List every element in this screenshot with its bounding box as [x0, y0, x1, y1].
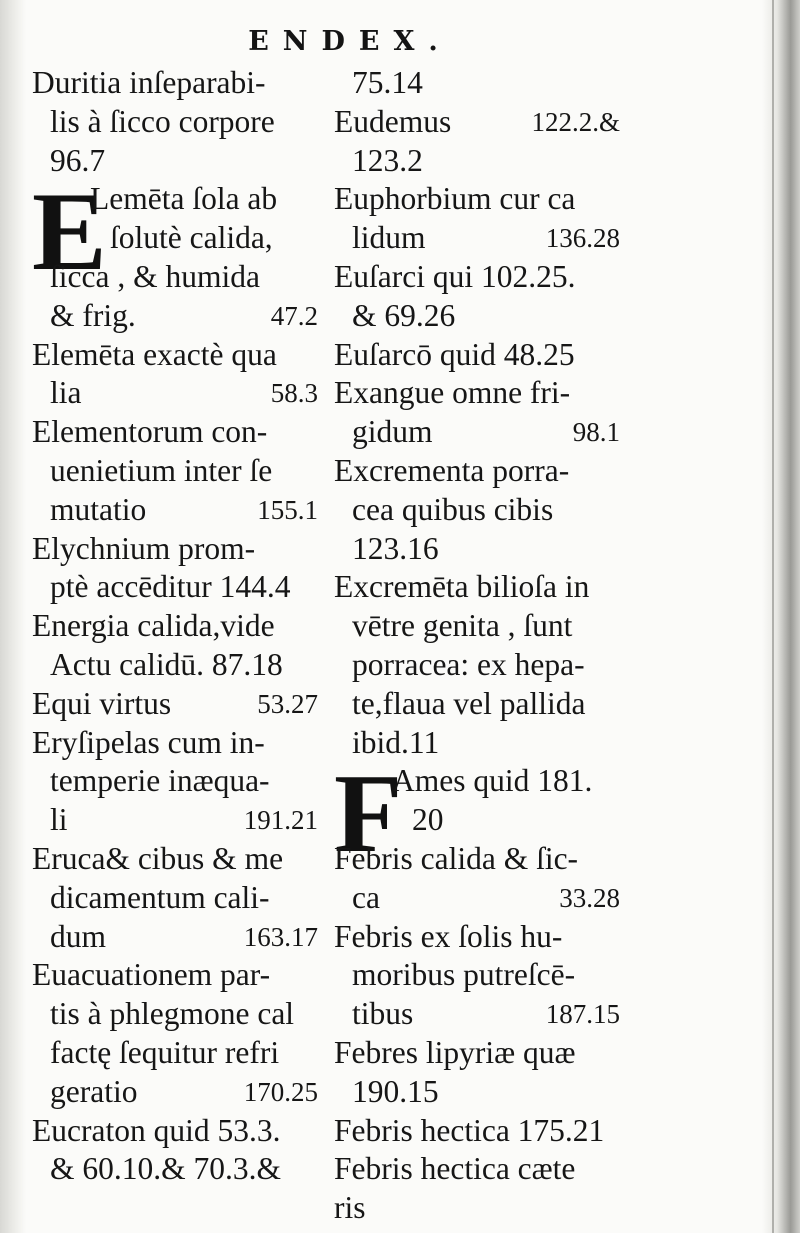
index-entry-text: cea quibus cibis — [352, 491, 554, 527]
index-entry-text: Eucraton quid 53.3. — [32, 1112, 281, 1148]
index-entry-line — [334, 258, 624, 297]
index-entry-text: temperie inæqua- — [50, 763, 270, 799]
index-entry-text: Ames quid 181. — [392, 763, 593, 799]
index-entry-text: dicamentum cali- — [50, 879, 270, 915]
index-entry-line — [32, 413, 322, 452]
index-entry-line — [334, 1073, 624, 1112]
index-entry-line — [334, 607, 624, 646]
index-entry-text: Euphorbium cur ca — [334, 181, 576, 217]
index-entry-text: tibus — [352, 996, 414, 1032]
index-entry-line — [334, 918, 624, 957]
index-entry-page-ref: 58.3 — [270, 378, 318, 409]
index-entry-line — [32, 64, 322, 103]
index-entry-page-ref: 163.17 — [243, 921, 318, 952]
index-entry-text: Febris ex ſolis hu- — [334, 918, 563, 954]
index-entry-text: Actu calidū. 87.18 — [50, 646, 283, 682]
index-entry-line — [334, 374, 624, 413]
index-entry-line — [32, 607, 322, 646]
index-entry-line — [334, 103, 624, 142]
index-entry-text: Equi virtus — [32, 685, 172, 721]
index-entry-line — [32, 1112, 322, 1151]
index-entry-line — [334, 530, 624, 569]
index-entry-text: factę ſequitur refri — [50, 1034, 280, 1070]
index-entry-line — [334, 1150, 624, 1189]
index-entry-text: moribus putreſcē- — [352, 957, 576, 993]
index-entry-text: Exangue omne fri- — [334, 375, 571, 411]
index-entry-text: Eryſipelas cum in- — [32, 724, 265, 760]
index-entry-text: Febris hectica cæte — [334, 1151, 576, 1187]
index-entry-page-ref: 187.15 — [545, 999, 620, 1030]
index-entry-text: tis à phlegmone cal — [50, 996, 295, 1032]
index-entry-page-ref: 136.28 — [545, 223, 620, 254]
index-entry-text: ptè accēditur 144.4 — [50, 569, 291, 605]
index-entry-text: ca — [352, 879, 380, 915]
index-entry-line — [334, 995, 624, 1034]
index-entry-line — [32, 956, 322, 995]
index-entry-line — [32, 1073, 322, 1112]
index-entry-text: Febres lipyriæ quæ — [334, 1034, 576, 1070]
index-entry-line — [32, 995, 322, 1034]
index-entry-line — [32, 374, 322, 413]
index-entry-text: Febris hectica 175.21 — [334, 1112, 605, 1148]
index-entry-text: ibid.11 — [352, 724, 440, 760]
index-entry-text: lidum — [352, 220, 426, 256]
index-entry-line — [334, 956, 624, 995]
index-entry-text: Elementorum con- — [32, 414, 268, 450]
index-entry-line — [334, 142, 624, 181]
index-entry-text: Eudemus — [334, 103, 452, 139]
index-entry-text: Excrementa porra- — [334, 452, 570, 488]
index-column-left — [32, 64, 322, 1189]
index-entry-line — [32, 297, 322, 336]
index-entry-line — [334, 879, 624, 918]
index-entry-line — [32, 258, 322, 297]
index-entry-text: 96.7 — [50, 142, 106, 178]
index-entry-page-ref: 98.1 — [572, 417, 620, 448]
index-entry-text: ris — [334, 1190, 366, 1226]
index-entry-line — [32, 879, 322, 918]
index-entry-text: lia — [50, 375, 82, 411]
index-entry-line — [334, 568, 624, 607]
index-entry-text: gidum — [352, 414, 433, 450]
index-entry-line — [334, 491, 624, 530]
index-entry-line — [334, 336, 624, 375]
index-entry-line — [334, 219, 624, 258]
index-entry-text: Duritia inſeparabi- — [32, 65, 266, 100]
index-entry-line — [32, 685, 322, 724]
index-entry-text: 190.15 — [352, 1073, 439, 1109]
index-entry-line — [32, 103, 322, 142]
index-entry-text: ſicca , & humida — [50, 258, 260, 294]
index-column-right — [334, 64, 624, 1228]
index-entry-text: te,flaua vel pallida — [352, 685, 586, 721]
index-entry-line — [334, 1112, 624, 1151]
index-entry-line — [32, 724, 322, 763]
index-entry-line — [334, 297, 624, 336]
index-entry-line — [334, 840, 624, 879]
index-entry-line — [334, 452, 624, 491]
index-entry-text: Euſarci qui 102.25. — [334, 258, 576, 294]
index-entry-page-ref: 155.1 — [257, 494, 318, 525]
index-entry-line — [32, 762, 322, 801]
index-entry-line — [32, 568, 322, 607]
index-entry-text: ſolutè calida, — [110, 220, 273, 256]
index-entry-page-ref: 33.28 — [559, 882, 620, 913]
page-edge-shadow — [762, 0, 800, 1233]
index-entry-text: uenietium inter ſe — [50, 452, 273, 488]
index-entry-line — [334, 1034, 624, 1073]
index-entry-line — [32, 1150, 322, 1189]
index-entry-text: porracea: ex hepa- — [352, 646, 585, 682]
index-entry-text: & 69.26 — [352, 297, 456, 333]
index-entry-text: Excremēta bilioſa in — [334, 569, 590, 605]
index-entry-line — [32, 336, 322, 375]
index-entry-text: Lemēta ſola ab — [90, 181, 278, 217]
index-entry-line — [334, 1189, 624, 1228]
drop-cap-initial: E — [32, 170, 107, 295]
index-entry-text: 123.16 — [352, 530, 439, 566]
index-entry-text: Energia calida,vide — [32, 608, 275, 644]
index-entry-line — [334, 646, 624, 685]
index-entry-text: 123.2 — [352, 142, 423, 178]
index-entry-line — [32, 1034, 322, 1073]
index-entry-line — [32, 646, 322, 685]
index-entry-text: Euſarcō quid 48.25 — [334, 336, 575, 372]
index-entry-line — [32, 530, 322, 569]
index-entry-text: Elemēta exactè qua — [32, 336, 277, 372]
index-entry-text: mutatio — [50, 491, 147, 527]
index-entry-text: vētre genita , ſunt — [352, 608, 573, 644]
index-entry-line — [334, 64, 624, 103]
index-entry-page-ref: 53.27 — [257, 688, 318, 719]
index-entry-line — [334, 413, 624, 452]
index-entry-text: Elychnium prom- — [32, 530, 256, 566]
index-entry-text: Febris calida & ſic- — [334, 840, 579, 876]
running-head: ENDEX. — [248, 26, 452, 57]
index-entry-text: 75.14 — [352, 65, 423, 100]
index-entry-line — [334, 180, 624, 219]
index-entry-text: & 60.10.& 70.3.& — [50, 1151, 282, 1187]
page-edge-line — [772, 0, 774, 1233]
index-entry-page-ref: 122.2.& — [531, 106, 620, 137]
drop-cap-initial: F — [334, 752, 403, 877]
index-entry-text: li — [50, 802, 68, 838]
index-entry-line — [334, 685, 624, 724]
index-entry-page-ref: 170.25 — [243, 1076, 318, 1107]
index-entry-text: 20 — [412, 802, 444, 838]
gutter-shadow — [0, 0, 26, 1233]
index-entry-text: Eruca& cibus & me — [32, 840, 284, 876]
index-entry-text: lis à ſicco corpore — [50, 103, 275, 139]
index-entry-line — [32, 840, 322, 879]
index-entry-page-ref: 191.21 — [243, 805, 318, 836]
index-entry-line — [32, 801, 322, 840]
index-entry-line — [32, 452, 322, 491]
index-entry-text: Euacuationem par- — [32, 957, 271, 993]
index-entry-text: dum — [50, 918, 107, 954]
index-entry-line — [32, 918, 322, 957]
index-entry-text: geratio — [50, 1073, 138, 1109]
index-entry-page-ref: 47.2 — [270, 300, 318, 331]
index-entry-line — [32, 491, 322, 530]
index-entry-text: & frig. — [50, 297, 136, 333]
